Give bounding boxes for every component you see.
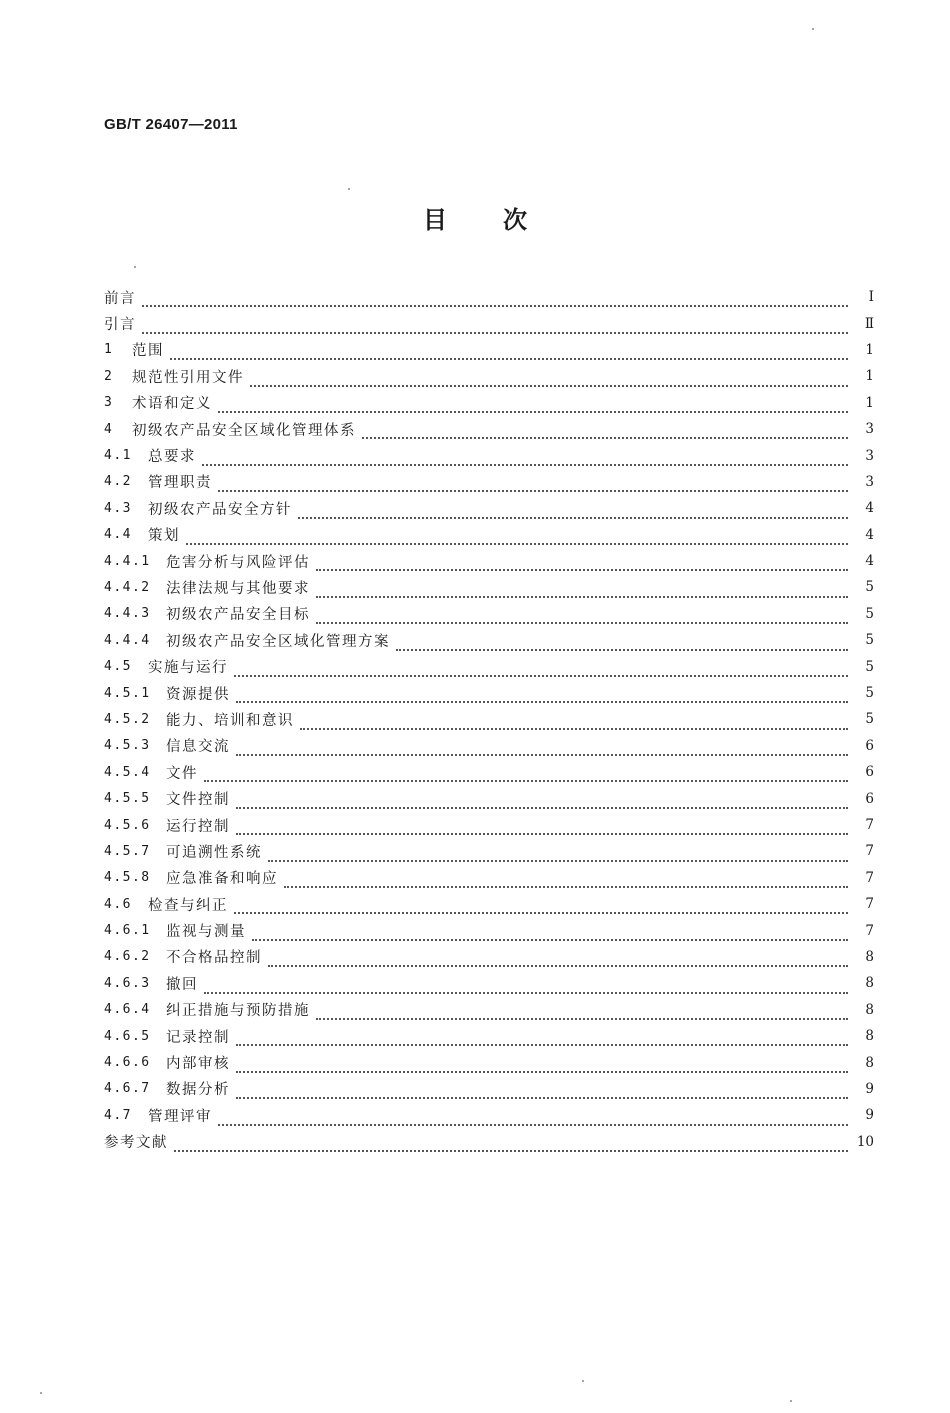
toc-entry-page: 1 (865, 368, 874, 385)
toc-entry-label: 范围 (132, 343, 164, 360)
toc-entry-page: 9 (865, 1080, 874, 1097)
toc-entry-number: 4 (104, 421, 114, 437)
toc-entry-page: 6 (865, 790, 874, 807)
toc-entry (104, 363, 874, 389)
toc-dot-leader (204, 977, 848, 994)
toc-entry-number: 1 (104, 342, 114, 358)
toc-entry-label: 初级农产品安全区域化管理方案 (166, 633, 390, 650)
toc-dot-leader (234, 660, 848, 677)
toc-entry-number: 4.5.4 (104, 764, 151, 780)
toc-entry (104, 1076, 874, 1102)
toc-dot-leader (236, 1083, 848, 1100)
toc-entry-label: 不合格品控制 (166, 950, 262, 967)
toc-entry-label: 撤回 (166, 976, 198, 993)
toc-entry-page: 7 (865, 843, 874, 860)
toc-entry (104, 970, 874, 996)
toc-entry (104, 812, 874, 838)
toc-dot-leader (204, 766, 848, 783)
toc-entry-page: 4 (865, 526, 874, 543)
toc-dot-leader (316, 608, 848, 625)
toc-entry-label: 实施与运行 (148, 660, 228, 677)
toc-entry-page: Ⅱ (864, 315, 874, 332)
toc-entry-label: 文件控制 (166, 792, 230, 809)
toc-entry (104, 337, 874, 363)
toc-entry-page: 7 (865, 817, 874, 833)
toc-dot-leader (236, 792, 848, 809)
toc-entry (104, 891, 874, 917)
toc-dot-leader (250, 370, 848, 387)
toc-entry-page: 10 (856, 1133, 874, 1150)
toc-entry-label: 文件 (166, 765, 198, 782)
toc-entry-page: 5 (865, 685, 874, 702)
toc-entry-number: 4.6.4 (104, 1002, 151, 1018)
toc-entry-number: 4.3 (104, 500, 132, 516)
toc-dot-leader (236, 819, 848, 836)
toc-dot-leader (316, 581, 848, 598)
toc-entry-number: 4.6 (104, 896, 132, 912)
toc-entry-number: 4.1 (104, 448, 132, 464)
toc-dot-leader (236, 740, 848, 757)
toc-entry-number: 4.4 (104, 527, 132, 543)
toc-dot-leader (298, 502, 848, 519)
scan-speck (582, 1380, 584, 1382)
toc-entry-label: 记录控制 (166, 1029, 230, 1046)
toc-dot-leader (234, 898, 848, 915)
toc-entry-number: 4.4.2 (104, 579, 151, 595)
toc-dot-leader (236, 1056, 848, 1073)
toc-dot-leader (300, 713, 848, 730)
toc-dot-leader (142, 291, 848, 308)
toc-entry (104, 627, 874, 653)
toc-entry-number: 4.5.5 (104, 791, 151, 807)
toc-dot-leader (174, 1135, 848, 1152)
toc-entry-label: 前言 (104, 290, 136, 307)
toc-dot-leader (218, 397, 848, 414)
toc-entry-page: 5 (865, 658, 874, 675)
toc-entry (104, 574, 874, 600)
toc-entry-label: 能力、培训和意识 (166, 712, 294, 729)
toc-entry-label: 管理评审 (148, 1108, 212, 1125)
toc-entry-number: 3 (104, 395, 114, 411)
toc-entry-page: 6 (865, 764, 874, 781)
toc-entry-number: 4.5 (104, 659, 132, 675)
toc-entry (104, 495, 874, 521)
toc-entry-number: 4.5.1 (104, 685, 151, 701)
toc-dot-leader (316, 555, 848, 572)
toc-entry-number: 4.6.2 (104, 949, 151, 965)
toc-entry (104, 390, 874, 416)
toc-entry (104, 944, 874, 970)
toc-entry-number: 4.4.1 (104, 553, 151, 569)
toc-entry-number: 4.5.6 (104, 817, 151, 833)
toc-entry-number: 4.4.3 (104, 606, 151, 622)
toc-entry-label: 管理职责 (148, 475, 212, 492)
toc-dot-leader (202, 449, 848, 466)
toc-entry-page: 7 (865, 896, 874, 913)
toc-entry (104, 997, 874, 1023)
toc-entry-label: 内部审核 (166, 1056, 230, 1073)
scan-speck (40, 1392, 42, 1394)
toc-entry-page: 4 (865, 553, 874, 570)
toc-dot-leader (218, 476, 848, 493)
toc-entry-number: 4.2 (104, 474, 132, 490)
toc-entry-page: 7 (865, 922, 874, 939)
toc-entry-label: 初级农产品安全目标 (166, 607, 310, 624)
toc-entry-number: 4.6.7 (104, 1081, 151, 1097)
toc-entry-label: 总要求 (148, 449, 196, 466)
toc-entry-label: 法律法规与其他要求 (166, 580, 310, 597)
standard-code: GB/T 26407—2011 (104, 116, 238, 133)
toc-entry-label: 资源提供 (166, 686, 230, 703)
toc-entry-page: Ⅰ (868, 289, 874, 306)
toc-entry (104, 522, 874, 548)
toc-dot-leader (218, 1109, 848, 1126)
toc-entry-number: 2 (104, 368, 114, 384)
toc-entry (104, 416, 874, 442)
toc-title: 目次 (423, 206, 583, 234)
toc-entry-label: 规范性引用文件 (132, 369, 244, 386)
toc-entry-label: 危害分析与风险评估 (166, 554, 310, 571)
toc-entry-label: 运行控制 (166, 818, 230, 835)
toc-entry-label: 可追溯性系统 (166, 844, 262, 861)
toc-entry-page: 6 (865, 737, 874, 754)
toc-dot-leader (236, 1030, 848, 1047)
toc-dot-leader (396, 634, 848, 651)
toc-entry-number: 4.4.4 (104, 632, 151, 648)
toc-entry-label: 初级农产品安全区域化管理体系 (132, 422, 356, 439)
toc-entry-page: 8 (865, 975, 874, 992)
toc-entry (104, 1049, 874, 1075)
toc-entry-page: 8 (865, 1054, 874, 1071)
toc-entry-page: 4 (865, 500, 874, 517)
toc-entry (104, 785, 874, 811)
toc-entry-page: 9 (865, 1107, 874, 1124)
toc-entry-label: 策划 (148, 528, 180, 545)
toc-dot-leader (252, 924, 848, 941)
toc-entry (104, 310, 874, 336)
toc-entry-page: 5 (865, 632, 874, 649)
toc-list (104, 284, 874, 1155)
toc-entry-number: 4.6.1 (104, 923, 151, 939)
toc-entry-number: 4.6.6 (104, 1055, 151, 1071)
toc-dot-leader (170, 344, 848, 361)
toc-entry-number: 4.5.2 (104, 711, 151, 727)
toc-entry-page: 5 (865, 605, 874, 622)
toc-entry-page: 5 (865, 579, 874, 596)
toc-entry-label: 数据分析 (166, 1082, 230, 1099)
toc-entry-page: 3 (865, 421, 874, 438)
toc-dot-leader (142, 317, 848, 334)
toc-entry-number: 4.6.5 (104, 1028, 151, 1044)
scan-speck (790, 1400, 792, 1402)
toc-entry (104, 601, 874, 627)
toc-entry-label: 信息交流 (166, 739, 230, 756)
toc-entry-number: 4.6.3 (104, 975, 151, 991)
toc-dot-leader (316, 1003, 848, 1020)
toc-entry-page: 5 (865, 711, 874, 728)
toc-entry-page: 8 (865, 1028, 874, 1045)
toc-entry-label: 检查与纠正 (148, 897, 228, 914)
toc-entry-label: 术语和定义 (132, 396, 212, 413)
toc-entry (104, 469, 874, 495)
toc-entry (104, 917, 874, 943)
scan-speck (812, 28, 814, 30)
toc-entry-label: 参考文献 (104, 1135, 168, 1152)
toc-dot-leader (186, 528, 848, 545)
toc-entry-page: 3 (865, 473, 874, 490)
toc-entry (104, 1129, 874, 1155)
scan-speck (348, 188, 350, 190)
toc-dot-leader (268, 951, 848, 968)
toc-dot-leader (268, 845, 848, 862)
toc-entry (104, 653, 874, 679)
toc-entry-page: 8 (865, 1001, 874, 1018)
toc-entry (104, 680, 874, 706)
toc-entry (104, 838, 874, 864)
toc-entry-number: 4.5.3 (104, 738, 151, 754)
toc-entry-page: 1 (865, 394, 874, 411)
toc-entry (104, 706, 874, 732)
toc-entry (104, 865, 874, 891)
toc-dot-leader (236, 687, 848, 704)
toc-entry-page: 1 (865, 341, 874, 358)
toc-entry-label: 监视与测量 (166, 924, 246, 941)
scan-speck (134, 266, 136, 268)
toc-entry (104, 759, 874, 785)
toc-dot-leader (284, 872, 848, 889)
toc-entry-label: 应急准备和响应 (166, 871, 278, 888)
toc-entry-number: 4.5.7 (104, 843, 151, 859)
toc-entry (104, 1023, 874, 1049)
toc-entry (104, 1102, 874, 1128)
toc-entry-number: 4.5.8 (104, 870, 151, 886)
toc-entry (104, 442, 874, 468)
toc-entry (104, 548, 874, 574)
toc-entry-number: 4.7 (104, 1107, 132, 1123)
toc-entry-label: 纠正措施与预防措施 (166, 1003, 310, 1020)
toc-entry (104, 284, 874, 310)
toc-entry-page: 8 (865, 948, 874, 965)
toc-dot-leader (362, 423, 848, 440)
toc-entry (104, 733, 874, 759)
toc-entry-page: 7 (865, 869, 874, 886)
toc-entry-page: 3 (865, 447, 874, 464)
toc-entry-label: 引言 (104, 317, 136, 334)
toc-entry-label: 初级农产品安全方针 (148, 501, 292, 518)
